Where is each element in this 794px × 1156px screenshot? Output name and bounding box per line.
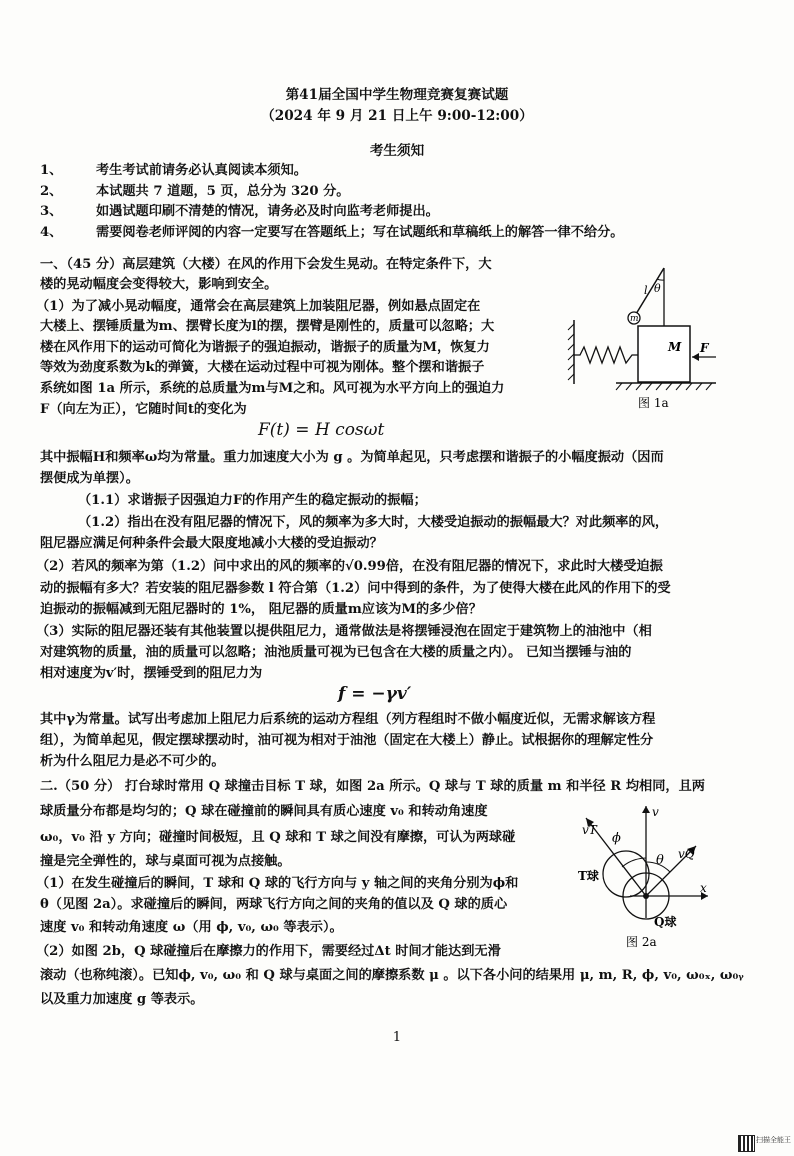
q1-line-5: 楼在风作用下的运动可简化为谐振子的强迫振动，谐振子的质量为M，恢复力 [40, 340, 490, 355]
q2-line-6: θ（见图 2a）。求碰撞后的瞬间，两球飞行方向之间的夹角的值以及 Q 球的质心 [40, 897, 508, 912]
q1-equation-force: F(t) = H cosωt [258, 420, 385, 440]
notice-num-2: 2、 [40, 184, 63, 199]
q1-part-3c: 相对速度为v′时，摆锤受到的阻尼力为 [40, 666, 263, 681]
q1-equation-damping: f = −γv′ [338, 684, 412, 704]
q1-line-8: F（向左为正），它随时间t的变化为 [40, 402, 247, 417]
figure-1a [566, 262, 736, 412]
exam-title: 第41届全国中学生物理竞赛复赛试题 [285, 87, 509, 103]
q1-part-2c: 迫振动的振幅减到无阻尼器时的 1%， 阻尼器的质量m应该为M的多少倍？ [40, 602, 482, 617]
label-vQ: vQ [678, 847, 695, 861]
scanner-watermark: 扫描全能王 [756, 1136, 791, 1144]
q1-part-3e: 组），为简单起见，假定摆球摆动时，油可视为相对于油池（固定在大楼上）静止。试根据你的理解定性分 [40, 733, 654, 748]
q1-part-3f: 析为什么阻尼力是必不可少的。 [40, 754, 225, 769]
q2-line-5: （1）在发生碰撞后的瞬间，T 球和 Q 球的飞行方向与 y 轴之间的夹角分别为ϕ和 [36, 876, 519, 891]
q2-line-8: （2）如图 2b，Q 球碰撞后在摩擦力的作用下，需要经过Δt 时间才能达到无滑 [36, 944, 501, 959]
notice-text-2: 本试题共 7 道题，5 页，总分为 320 分。 [96, 184, 350, 199]
label-F: F [700, 341, 709, 355]
label-v: v [652, 805, 659, 819]
q2-line-3: ω₀，v₀ 沿 y 方向；碰撞时间极短，且 Q 球和 T 球之间没有摩擦，可认为两球碰 [40, 830, 516, 845]
q2-line-1: 二.（50 分） 打台球时常用 Q 球撞击目标 T 球，如图 2a 所示。Q 球与 T 球的质量 m 和半径 R 均相同，且两 [40, 779, 705, 794]
q1-part-3b: 对建筑物的质量，油的质量可以忽略；油池质量可视为已包含在大楼的质量之内）。 已知当摆锤与油的 [40, 645, 632, 660]
figure-2a [568, 798, 714, 950]
q1-part-2a: （2）若风的频率为第（1.2）问中求出的风的频率的√0.99倍，在没有阻尼器的情况下，求此时大楼受迫振 [36, 559, 663, 574]
exam-date: （2024 年 9 月 21 日上午 9:00-12:00） [261, 108, 533, 124]
label-M: M [668, 340, 682, 354]
notice-num-3: 3、 [40, 204, 63, 219]
label-vT: vT [582, 823, 597, 837]
label-m: m [630, 314, 639, 324]
q1-sub-1-2a: （1.2）指出在没有阻尼器的情况下，风的频率为多大时，大楼受迫振动的振幅最大？对此频率的风， [78, 515, 669, 530]
q1-line-4: 大楼上、摆锤质量为m、摆臂长度为l的摆，摆臂是刚性的，质量可以忽略；大 [40, 319, 495, 334]
q1-line-9: 其中振幅H和频率ω均为常量。重力加速度大小为 g 。为简单起见，只考虑摆和谐振子的小幅度振动（因而 [40, 450, 664, 465]
q2-line-2: 球质量分布都是均匀的；Q 球在碰撞前的瞬间具有质心速度 v₀ 和转动角速度 [40, 804, 488, 819]
scanner-qr-icon [738, 1135, 755, 1152]
notice-text-3: 如遇试题印刷不清楚的情况，请务必及时向监考老师提出。 [96, 204, 439, 219]
label-l: l [644, 284, 648, 297]
notice-text-4: 需要阅卷老师评阅的内容一定要写在答题纸上；写在试题纸和草稿纸上的解答一律不给分。 [96, 225, 624, 240]
q1-line-10: 摆便成为单摆）。 [40, 471, 139, 486]
notice-num-1: 1、 [40, 163, 63, 178]
figure-2a-caption: 图 2a [626, 935, 657, 949]
q1-sub-1-1: （1.1）求谐振子因强迫力F的作用产生的稳定振动的振幅； [78, 493, 427, 508]
q2-line-10: 以及重力加速度 g 等表示。 [40, 992, 204, 1007]
q1-line-6: 等效为劲度系数为k的弹簧，大楼在运动过程中可视为刚体。整个摆和谐振子 [40, 360, 485, 375]
q1-line-2: 楼的晃动幅度会变得较大，影响到安全。 [40, 277, 278, 292]
label-q-ball: Q球 [654, 915, 677, 929]
page-number: 1 [392, 1030, 402, 1045]
label-t-ball: T球 [578, 869, 599, 883]
q2-line-7: 速度 v₀ 和转动角速度 ω（用 ϕ, v₀, ω₀ 等表示）。 [40, 920, 343, 935]
notice-heading: 考生须知 [369, 143, 425, 159]
figure-1a-caption: 图 1a [638, 396, 669, 410]
q1-part-3a: （3）实际的阻尼器还装有其他装置以提供阻尼力，通常做法是将摆锤浸泡在固定于建筑物上的油池中（相 [36, 624, 652, 639]
label-theta-2: θ [656, 853, 664, 868]
label-theta: θ [654, 282, 661, 295]
building-block [638, 326, 690, 382]
label-phi: ϕ [612, 831, 621, 846]
notice-num-4: 4、 [40, 225, 63, 240]
q1-part-3d: 其中γ为常量。试写出考虑加上阻尼力后系统的运动方程组（列方程组时不做小幅度近似，无需求解该方程 [40, 712, 656, 727]
q2-line-4: 撞是完全弹性的，球与桌面可视为点接触。 [40, 854, 291, 869]
q2-line-9: 滚动（也称纯滚）。已知ϕ, v₀, ω₀ 和 Q 球与桌面之间的摩擦系数 μ 。以下各小问的结果用 μ, m, R, ϕ, v₀, ω₀ₓ, ω₀ᵧ [40, 968, 744, 983]
label-x: x [700, 881, 707, 895]
notice-text-1: 考生考试前请务必认真阅读本须知。 [96, 163, 307, 178]
spring [574, 347, 638, 363]
q1-line-3: （1）为了减小晃动幅度，通常会在高层建筑上加装阻尼器，例如悬点固定在 [36, 299, 481, 314]
q1-sub-1-2b: 阻尼器应满足何种条件会最大限度地减小大楼的受迫振动？ [40, 536, 383, 551]
q1-line-1: 一、（45 分）高层建筑（大楼）在风的作用下会发生晃动。在特定条件下，大 [40, 257, 492, 272]
q1-line-7: 系统如图 1a 所示，系统的总质量为m与M之和。风可视为水平方向上的强迫力 [40, 381, 505, 396]
q1-part-2b: 动的振幅有多大？若安装的阻尼器参数 l 符合第（1.2）问中得到的条件，为了使得大楼在此风的作用下的受 [40, 581, 671, 596]
